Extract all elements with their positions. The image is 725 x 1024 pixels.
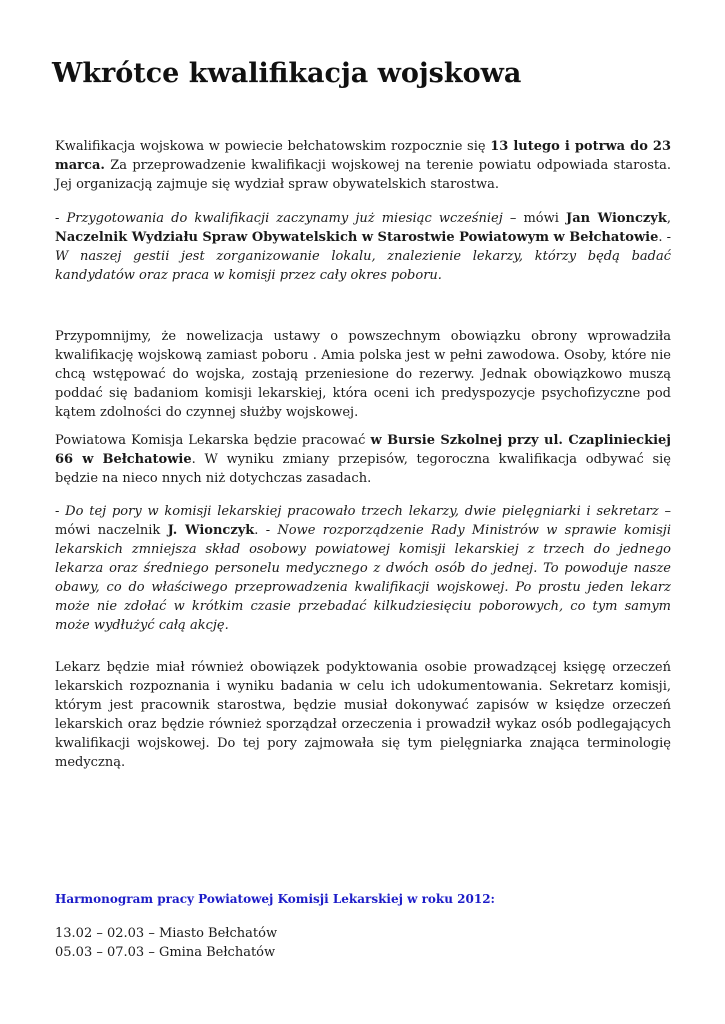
speaker-name: Jan Wionczyk: [566, 211, 667, 226]
intro-text-2: Za przeprowadzenie kwalifikacji wojskowej na terenie powiatu odpowiada starosta. Jej organizacją zajmuje się wydział spraw obywatelskich starostwa.: [55, 158, 671, 192]
schedule-list: [55, 924, 277, 962]
separator-comma: ,: [666, 211, 672, 226]
paragraph-quote-wionczyk: [55, 209, 671, 285]
quote-1: - Przygotowania do kwalifikacji zaczynamy już miesiąc wcześniej: [55, 211, 503, 226]
commission-attribution-text: – mówi naczelnik: [55, 504, 671, 538]
location-text-2: . W wyniku zmiany przepisów, tegoroczna kwalifikacja odbywać się będzie na nieco nnych niż dotychczas zasadach.: [55, 452, 671, 486]
paragraph-quote-commission: [55, 502, 671, 635]
paragraph-location: [55, 431, 671, 488]
schedule-item: 05.03 – 07.03 – Gmina Bełchatów: [55, 945, 276, 960]
article-title: Wkrótce kwalifikacja wojskowa: [52, 58, 522, 89]
commission-separator: .: [254, 523, 266, 538]
commission-quote-1: - Do tej pory w komisji lekarskiej pracowało trzech lekarzy, dwie pielęgniarki i sekretarz: [55, 504, 659, 519]
intro-dates: 13 lutego i potrwa do 23 marca.: [55, 139, 672, 173]
speaker-position: Naczelnik Wydziału Spraw Obywatelskich w Starostwie Powiatowym w Bełchatowie: [55, 230, 659, 245]
schedule-item: 13.02 – 02.03 – Miasto Bełchatów: [55, 926, 278, 941]
location-address: w Bursie Szkolnej przy ul. Czaplinieckiej 66 w Bełchatowie: [55, 433, 671, 467]
intro-text-1: Kwalifikacja wojskowa w powiecie bełchatowskim rozpocznie się: [55, 139, 491, 154]
paragraph-doctor-duties: Lekarz będzie miał również obowiązek podyktowania osobie prowadzącej księgę orzeczeń lekarskich rozpoznania i wyniku badania w celu ich udokumentowania. Sekretarz komisji, którym jest pracownik starostwa, będzie musiał dokonywać zapisów w księdze orzeczeń lekarskich oraz będzie również sporządzał orzeczenia i prowadził wykaz osób podlegających kwalifikacji wojskowej. Do tej pory zajmowała się tym pielęgniarka znająca terminologię medyczną.: [55, 660, 671, 770]
quote-attribution-text: – mówi: [502, 211, 567, 226]
paragraph-reminder: Przypomnijmy, że nowelizacja ustawy o powszechnym obowiązku obrony wprowadziła kwalifikację wojskową zamiast poboru . Amia polska jest w pełni zawodowa. Osoby, które nie chcą wstępować do wojska, zostają przeniesione do rezerwy. Jednak obowiązkowo muszą poddać się badaniom komisji lekarskiej, która oceni ich predyspozycje psychofizyczne pod kątem zdolności do czynnej służby wojskowej.: [55, 329, 671, 420]
paragraph-intro: [55, 137, 671, 194]
schedule-heading: Harmonogram pracy Powiatowej Komisji Lekarskiej w roku 2012:: [55, 892, 495, 906]
quote-2: - W naszej gestii jest zorganizowanie lokalu, znalezienie lekarzy, którzy będą badać kandydatów oraz praca w komisji przez cały okres poboru.: [55, 230, 672, 283]
commission-speaker: J. Wionczyk: [167, 523, 255, 538]
location-text-1: Powiatowa Komisja Lekarska będzie pracować: [55, 433, 371, 448]
commission-quote-2: - Nowe rozporządzenie Rady Ministrów w sprawie komisji lekarskich zmniejsza skład osobowy powiatowej komisji lekarskiej z trzech do jednego lekarza oraz średniego personelu medycznego z dwóch osób do jednej. To powoduje nasze obawy, co do właściwego przeprowadzenia kwalifikacji wojskowej. Po prostu jeden lekarz może nie zdołać w krótkim czasie przebadać kilkudziesięciu poborowych, co tym samym może wydłużyć całą akcję.: [55, 523, 671, 633]
separator-period: .: [658, 230, 667, 245]
